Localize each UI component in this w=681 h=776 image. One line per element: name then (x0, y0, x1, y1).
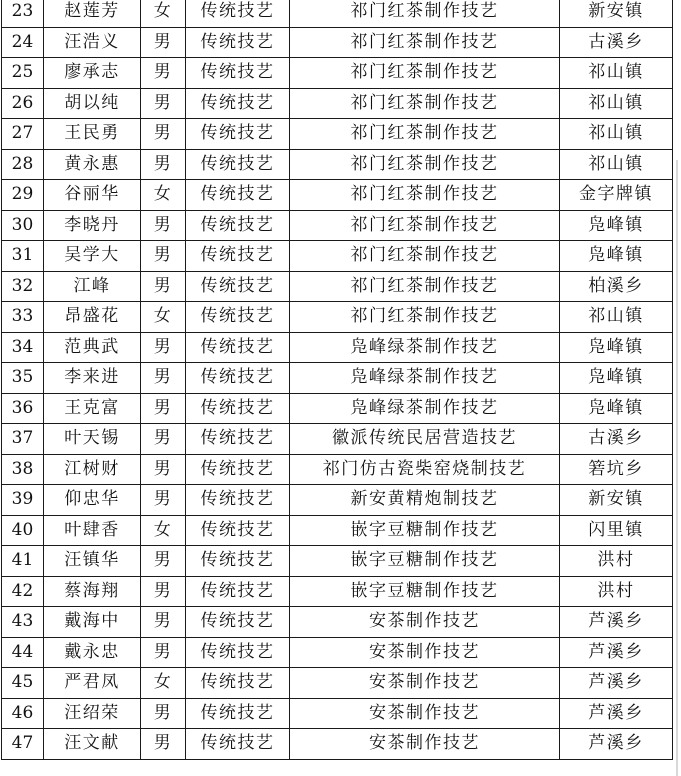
gender-cell: 男 (141, 332, 186, 363)
project-cell: 安茶制作技艺 (290, 607, 560, 638)
name-cell: 叶天锡 (44, 424, 141, 455)
township-cell: 祁山镇 (560, 149, 673, 180)
row-number-cell: 28 (2, 149, 44, 180)
gender-cell: 男 (141, 241, 186, 272)
township-cell: 古溪乡 (560, 424, 673, 455)
township-cell: 凫峰镇 (560, 332, 673, 363)
row-number-cell: 39 (2, 485, 44, 516)
row-number-cell: 37 (2, 424, 44, 455)
category-cell: 传统技艺 (186, 729, 290, 760)
category-cell: 传统技艺 (186, 607, 290, 638)
name-cell: 江峰 (44, 271, 141, 302)
name-cell: 李晓丹 (44, 210, 141, 241)
gender-cell: 男 (141, 119, 186, 150)
project-cell: 祁门红茶制作技艺 (290, 302, 560, 333)
category-cell: 传统技艺 (186, 88, 290, 119)
category-cell: 传统技艺 (186, 485, 290, 516)
table-row (2, 241, 673, 272)
township-cell: 芦溪乡 (560, 668, 673, 699)
name-cell: 王民勇 (44, 119, 141, 150)
table-row (2, 698, 673, 729)
name-cell: 李来进 (44, 363, 141, 394)
table-row (2, 363, 673, 394)
project-cell: 祁门红茶制作技艺 (290, 210, 560, 241)
category-cell: 传统技艺 (186, 119, 290, 150)
category-cell: 传统技艺 (186, 424, 290, 455)
table-row (2, 454, 673, 485)
project-cell: 祁门红茶制作技艺 (290, 241, 560, 272)
gender-cell: 女 (141, 180, 186, 211)
gender-cell: 男 (141, 149, 186, 180)
category-cell: 传统技艺 (186, 271, 290, 302)
township-cell: 新安镇 (560, 0, 673, 27)
name-cell: 吴学大 (44, 241, 141, 272)
gender-cell: 男 (141, 546, 186, 577)
table-row (2, 210, 673, 241)
name-cell: 戴海中 (44, 607, 141, 638)
project-cell: 凫峰绿茶制作技艺 (290, 363, 560, 394)
township-cell: 凫峰镇 (560, 210, 673, 241)
gender-cell: 女 (141, 0, 186, 27)
name-cell: 戴永忠 (44, 637, 141, 668)
table-row (2, 180, 673, 211)
name-cell: 胡以纯 (44, 88, 141, 119)
gender-cell: 男 (141, 729, 186, 760)
township-cell: 凫峰镇 (560, 363, 673, 394)
category-cell: 传统技艺 (186, 515, 290, 546)
township-cell: 新安镇 (560, 485, 673, 516)
row-number-cell: 33 (2, 302, 44, 333)
category-cell: 传统技艺 (186, 210, 290, 241)
project-cell: 祁门红茶制作技艺 (290, 119, 560, 150)
category-cell: 传统技艺 (186, 0, 290, 27)
name-cell: 廖承志 (44, 58, 141, 89)
table-row (2, 149, 673, 180)
inheritor-table (1, 0, 673, 760)
project-cell: 祁门仿古瓷柴窑烧制技艺 (290, 454, 560, 485)
table-row (2, 119, 673, 150)
name-cell: 严君凤 (44, 668, 141, 699)
gender-cell: 男 (141, 576, 186, 607)
category-cell: 传统技艺 (186, 637, 290, 668)
table-row (2, 637, 673, 668)
row-number-cell: 36 (2, 393, 44, 424)
gender-cell: 男 (141, 607, 186, 638)
gender-cell: 男 (141, 698, 186, 729)
row-number-cell: 24 (2, 27, 44, 58)
row-number-cell: 41 (2, 546, 44, 577)
name-cell: 王克富 (44, 393, 141, 424)
name-cell: 汪镇华 (44, 546, 141, 577)
row-number-cell: 26 (2, 88, 44, 119)
category-cell: 传统技艺 (186, 363, 290, 394)
project-cell: 安茶制作技艺 (290, 729, 560, 760)
row-number-cell: 45 (2, 668, 44, 699)
project-cell: 凫峰绿茶制作技艺 (290, 332, 560, 363)
project-cell: 嵌字豆糖制作技艺 (290, 515, 560, 546)
table-row (2, 515, 673, 546)
table-row (2, 485, 673, 516)
row-number-cell: 46 (2, 698, 44, 729)
name-cell: 仰忠华 (44, 485, 141, 516)
row-number-cell: 32 (2, 271, 44, 302)
name-cell: 昂盛花 (44, 302, 141, 333)
category-cell: 传统技艺 (186, 332, 290, 363)
table-row (2, 546, 673, 577)
table-row (2, 668, 673, 699)
township-cell: 闪里镇 (560, 515, 673, 546)
category-cell: 传统技艺 (186, 454, 290, 485)
project-cell: 凫峰绿茶制作技艺 (290, 393, 560, 424)
gender-cell: 男 (141, 210, 186, 241)
gender-cell: 男 (141, 393, 186, 424)
project-cell: 徽派传统民居营造技艺 (290, 424, 560, 455)
category-cell: 传统技艺 (186, 576, 290, 607)
township-cell: 箬坑乡 (560, 454, 673, 485)
township-cell: 芦溪乡 (560, 729, 673, 760)
name-cell: 范典武 (44, 332, 141, 363)
township-cell: 祁山镇 (560, 302, 673, 333)
page-edge (676, 160, 678, 776)
name-cell: 赵莲芳 (44, 0, 141, 27)
category-cell: 传统技艺 (186, 546, 290, 577)
name-cell: 汪绍荣 (44, 698, 141, 729)
name-cell: 江树财 (44, 454, 141, 485)
name-cell: 叶肆香 (44, 515, 141, 546)
row-number-cell: 43 (2, 607, 44, 638)
table-row (2, 393, 673, 424)
township-cell: 祁山镇 (560, 119, 673, 150)
category-cell: 传统技艺 (186, 180, 290, 211)
row-number-cell: 38 (2, 454, 44, 485)
project-cell: 祁门红茶制作技艺 (290, 58, 560, 89)
project-cell: 祁门红茶制作技艺 (290, 27, 560, 58)
gender-cell: 男 (141, 454, 186, 485)
project-cell: 嵌字豆糖制作技艺 (290, 546, 560, 577)
table-body (2, 0, 673, 759)
project-cell: 安茶制作技艺 (290, 668, 560, 699)
gender-cell: 男 (141, 363, 186, 394)
project-cell: 新安黄精炮制技艺 (290, 485, 560, 516)
gender-cell: 女 (141, 515, 186, 546)
township-cell: 芦溪乡 (560, 698, 673, 729)
category-cell: 传统技艺 (186, 302, 290, 333)
project-cell: 祁门红茶制作技艺 (290, 88, 560, 119)
row-number-cell: 34 (2, 332, 44, 363)
project-cell: 安茶制作技艺 (290, 637, 560, 668)
table-row (2, 302, 673, 333)
gender-cell: 女 (141, 668, 186, 699)
project-cell: 祁门红茶制作技艺 (290, 271, 560, 302)
township-cell: 洪村 (560, 546, 673, 577)
project-cell: 嵌字豆糖制作技艺 (290, 576, 560, 607)
name-cell: 汪浩义 (44, 27, 141, 58)
row-number-cell: 40 (2, 515, 44, 546)
row-number-cell: 42 (2, 576, 44, 607)
township-cell: 柏溪乡 (560, 271, 673, 302)
table-row (2, 332, 673, 363)
gender-cell: 男 (141, 424, 186, 455)
gender-cell: 男 (141, 58, 186, 89)
row-number-cell: 25 (2, 58, 44, 89)
township-cell: 祁山镇 (560, 58, 673, 89)
project-cell: 安茶制作技艺 (290, 698, 560, 729)
table-row (2, 729, 673, 760)
row-number-cell: 30 (2, 210, 44, 241)
gender-cell: 男 (141, 88, 186, 119)
project-cell: 祁门红茶制作技艺 (290, 0, 560, 27)
row-number-cell: 23 (2, 0, 44, 27)
table-row (2, 0, 673, 27)
row-number-cell: 27 (2, 119, 44, 150)
table-row (2, 27, 673, 58)
category-cell: 传统技艺 (186, 668, 290, 699)
name-cell: 谷丽华 (44, 180, 141, 211)
name-cell: 蔡海翔 (44, 576, 141, 607)
township-cell: 凫峰镇 (560, 241, 673, 272)
township-cell: 洪村 (560, 576, 673, 607)
table-row (2, 271, 673, 302)
row-number-cell: 31 (2, 241, 44, 272)
gender-cell: 男 (141, 637, 186, 668)
project-cell: 祁门红茶制作技艺 (290, 149, 560, 180)
township-cell: 祁山镇 (560, 88, 673, 119)
township-cell: 凫峰镇 (560, 393, 673, 424)
category-cell: 传统技艺 (186, 393, 290, 424)
category-cell: 传统技艺 (186, 27, 290, 58)
township-cell: 古溪乡 (560, 27, 673, 58)
township-cell: 金字牌镇 (560, 180, 673, 211)
gender-cell: 男 (141, 27, 186, 58)
gender-cell: 男 (141, 485, 186, 516)
table-row (2, 424, 673, 455)
table-row (2, 58, 673, 89)
category-cell: 传统技艺 (186, 241, 290, 272)
township-cell: 芦溪乡 (560, 637, 673, 668)
gender-cell: 男 (141, 271, 186, 302)
row-number-cell: 47 (2, 729, 44, 760)
category-cell: 传统技艺 (186, 698, 290, 729)
project-cell: 祁门红茶制作技艺 (290, 180, 560, 211)
category-cell: 传统技艺 (186, 58, 290, 89)
table-row (2, 88, 673, 119)
table-row (2, 576, 673, 607)
row-number-cell: 44 (2, 637, 44, 668)
table-row (2, 607, 673, 638)
name-cell: 汪文献 (44, 729, 141, 760)
name-cell: 黄永惠 (44, 149, 141, 180)
category-cell: 传统技艺 (186, 149, 290, 180)
row-number-cell: 35 (2, 363, 44, 394)
township-cell: 芦溪乡 (560, 607, 673, 638)
gender-cell: 女 (141, 302, 186, 333)
row-number-cell: 29 (2, 180, 44, 211)
